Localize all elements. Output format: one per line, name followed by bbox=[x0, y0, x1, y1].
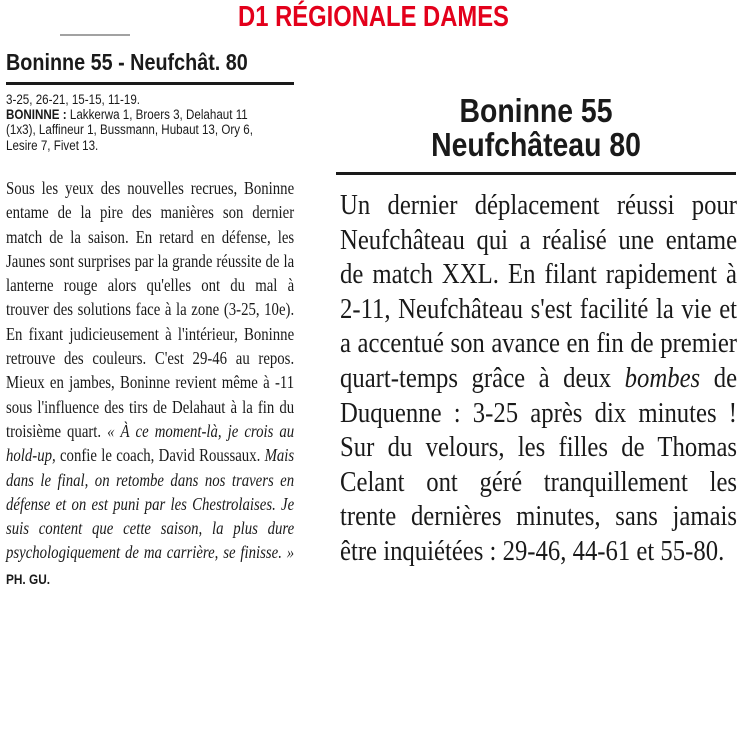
left-headline: Boninne 55 - Neufchât. 80 bbox=[6, 49, 248, 75]
left-headline-rule bbox=[6, 82, 294, 85]
players-line-1: Lakkerwa 1, Broers 3, Delahaut 11 bbox=[66, 107, 248, 123]
left-article-body bbox=[6, 176, 294, 591]
left-body-text-2: confie le coach, David Roussaux. bbox=[55, 445, 265, 466]
right-headline-line-2: Neufchâteau 80 bbox=[431, 126, 641, 163]
author-byline: PH. GU. bbox=[6, 570, 51, 587]
right-headline-rule bbox=[336, 172, 736, 175]
section-banner: D1 RÉGIONALE DAMES bbox=[238, 1, 509, 33]
players-line-3: Lesire 7, Fivet 13. bbox=[6, 137, 99, 153]
right-body-italic: bombes bbox=[624, 361, 701, 394]
match-scoresheet bbox=[6, 92, 281, 153]
quarter-scores: 3-25, 26-21, 15-15, 11-19. bbox=[6, 92, 141, 107]
right-article-body bbox=[340, 188, 737, 569]
left-body-text-1: Sous les yeux des nouvelles recrues, Boninne entame de la pire des manières son dernier match de la saison. En retard en défense, les Jaunes sont surprises par la grande réussite de la lanterne rouge alors qu'elles ont du mal à trouver des solutions face à la zone (3-25, 10e). En fixant judicieusement à l'intérieur, Boninne retrouve des couleurs. C'est 29-46 au repos. Mieux en jambes, Boninne revient même à -11 sous l'influence des tirs de Delahaut à la fin du troisième quart. bbox=[6, 178, 295, 441]
team-label: BONINNE : bbox=[6, 107, 67, 123]
right-headline bbox=[336, 94, 736, 162]
right-body-text-1: Un dernier déplacement réussi pour Neufchâteau qui a réalisé une entame de match XXL. En filant rapidement à 2-11, Neufchâteau s'est facilité la vie et a accentué son avance en fin de premier quart-temps grâce à deux bbox=[340, 189, 738, 394]
coach-quote-2: Mais dans le final, on retombe dans nos travers en défense et on est puni par les Chestrolaises. Je suis content que cette saison, la plus dure psychologiquement de ma carrière, se finisse. » bbox=[6, 445, 295, 563]
player-stats-line bbox=[6, 107, 281, 122]
clipped-text-remnant bbox=[60, 32, 130, 38]
players-line-2: (1x3), Laffineur 1, Bussmann, Hubaut 13, Ory 6, bbox=[6, 122, 253, 138]
right-headline-line-1: Boninne 55 bbox=[459, 92, 613, 129]
coach-quote-1: « À ce moment-là, je crois au hold-up, bbox=[6, 420, 295, 466]
right-body-text-2: de Duquenne : 3-25 après dix minutes ! Sur du velours, les filles de Thomas Celant ont géré tranquillement les trente dernières minutes, sans jamais être inquiétées : 29-46, 44-61 et 55-80. bbox=[340, 361, 738, 567]
